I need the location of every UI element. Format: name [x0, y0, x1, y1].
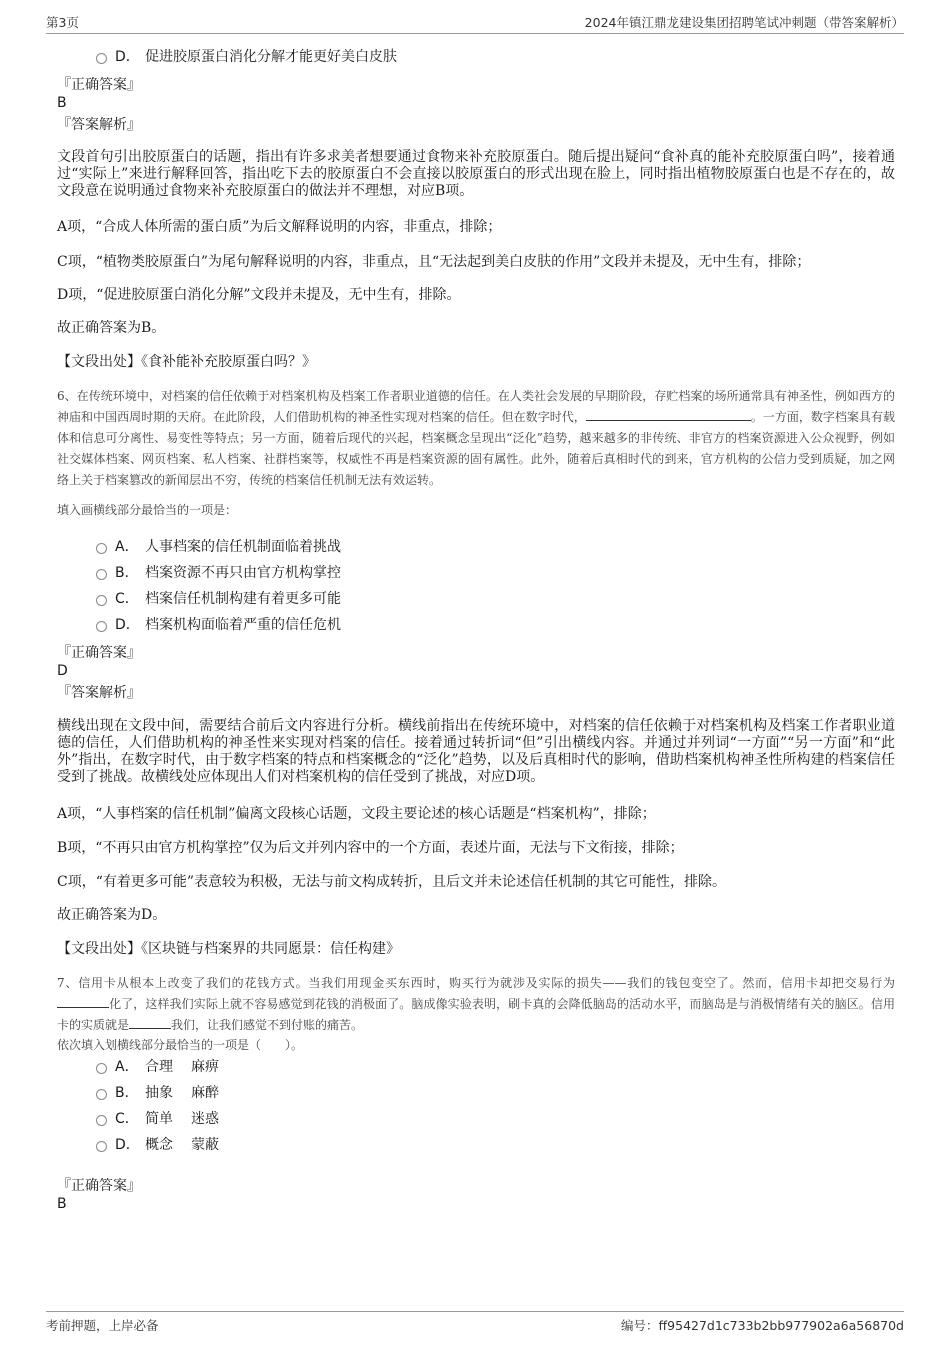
- option-text: 人事档案的信任机制面临着挑战: [145, 539, 341, 555]
- q7-option-b[interactable]: [96, 1083, 219, 1103]
- q6-prompt: 填入画横线部分最恰当的一项是：: [57, 503, 238, 517]
- option-text: 档案资源不再只由官方机构掌控: [145, 565, 341, 581]
- q6-option-c[interactable]: [96, 589, 341, 609]
- option-letter: B．: [115, 565, 139, 581]
- q6-stem-part2: 。一方面，数字档案具有载体和信息可分离性、易变性等特点；另一方面，随着后现代的兴起，档案概念呈现出“泛化”趋势，越来越多的非传统、非官方的档案资源进入公众视野，例如社交媒体档案、网页档案、私人档案、社群档案等，权威性不再是档案资源的固有属性。此外，随着后真相时代的到来，官方机构的公信力受到质疑，加之网络上关于档案篡改的新闻层出不穷，传统的档案信任机制无法有效运转。: [57, 410, 895, 487]
- q7-stem: [57, 973, 895, 1036]
- option-text: 促进胶原蛋白消化分解才能更好美白皮肤: [145, 49, 397, 65]
- option-word-2: 蒙蔽: [191, 1137, 219, 1153]
- q5-option-d[interactable]: [96, 47, 397, 67]
- option-letter: B．: [115, 1085, 139, 1101]
- q5-answer: B: [57, 95, 67, 111]
- radio-icon[interactable]: [96, 1115, 107, 1126]
- option-letter: A．: [115, 539, 139, 555]
- q6-stem: [57, 386, 895, 491]
- document-title: 2024年镇江鼎龙建设集团招聘笔试冲刺题（带答案解析）: [584, 15, 904, 30]
- q6-analysis-option-b: B项，“不再只由官方机构掌控”仅为后文并列内容中的一个方面，表述片面，无法与下文衔接，排除；: [57, 840, 684, 856]
- radio-icon[interactable]: [96, 569, 107, 580]
- radio-icon[interactable]: [96, 53, 107, 64]
- q7-option-c[interactable]: [96, 1109, 219, 1129]
- q6-blank: [586, 409, 751, 421]
- header-divider: [46, 33, 904, 34]
- option-word-1: 合理: [145, 1059, 173, 1075]
- option-text: 档案信任机制构建有着更多可能: [145, 591, 341, 607]
- option-letter: D．: [115, 617, 140, 633]
- q7-stem-part3: 我们，让我们感觉不到付账的痛苦。: [171, 1018, 364, 1032]
- q5-analysis-option-d: D项，“促进胶原蛋白消化分解”文段并未提及，无中生有，排除。: [57, 287, 461, 303]
- q6-analysis-paragraph: 横线出现在文段中间，需要结合前后文内容进行分析。横线前指出在传统环境中，对档案的信任依赖于对档案机构及档案工作者职业道德的信任，人们借助机构的神圣性来实现对档案的信任。接着通过转折词“但”引出横线内容。并通过并列词“一方面”“另一方面”和“此外”指出，在数字时代，由于数字档案的特点和档案概念的“泛化”趋势，以及后真相时代的影响，借助档案机构神圣性所构建的档案信任受到了挑战。故横线处应体现出人们对档案机构的信任受到了挑战，对应D项。: [57, 718, 895, 785]
- radio-icon[interactable]: [96, 1141, 107, 1152]
- footer-divider: [46, 1311, 904, 1312]
- q6-analysis-option-a: A项，“人事档案的信任机制”偏离文段核心话题，文段主要论述的核心话题是“档案机构”，排除；: [57, 806, 656, 822]
- q5-answer-label: 『正确答案』: [57, 77, 141, 93]
- q6-analysis-label: 『答案解析』: [57, 685, 141, 701]
- q7-option-d[interactable]: [96, 1135, 219, 1155]
- radio-icon[interactable]: [96, 621, 107, 632]
- q5-analysis-option-a: A项，“合成人体所需的蛋白质”为后文解释说明的内容，非重点，排除；: [57, 219, 502, 235]
- option-letter: D．: [115, 1137, 140, 1153]
- q6-option-a[interactable]: [96, 537, 341, 557]
- option-word-1: 抽象: [145, 1085, 173, 1101]
- option-letter: C．: [115, 1111, 139, 1127]
- page-footer: [46, 1316, 904, 1336]
- q7-blank-2: [129, 1017, 171, 1029]
- q5-analysis-paragraph: 文段首句引出胶原蛋白的话题，指出有许多求美者想要通过食物来补充胶原蛋白。随后提出疑问“食补真的能补充胶原蛋白吗”，接着通过“实际上”来进行解释回答，指出吃下去的胶原蛋白不会直接以胶原蛋白的形式出现在脸上，同时指出植物胶原蛋白也是不存在的，故文段意在说明通过食物来补充胶原蛋白的做法并不理想，对应B项。: [57, 149, 895, 199]
- q6-stem-part1: 6、在传统环境中，对档案的信任依赖于对档案机构及档案工作者职业道德的信任。在人类社会发展的早期阶段，存贮档案的场所通常具有神圣性，例如西方的神庙和中国西周时期的天府。在此阶段，人们借助机构的神圣性实现对档案的信任。但在数字时代，: [57, 389, 895, 424]
- q6-option-d[interactable]: [96, 615, 341, 635]
- radio-icon[interactable]: [96, 543, 107, 554]
- option-letter: D．: [115, 49, 140, 65]
- option-word-1: 简单: [145, 1111, 173, 1127]
- q5-analysis-option-c: C项，“植物类胶原蛋白”为尾句解释说明的内容，非重点，且“无法起到美白皮肤的作用”文段并未提及，无中生有，排除；: [57, 254, 811, 270]
- footer-slogan: 考前押题，上岸必备: [46, 1318, 159, 1333]
- q7-blank-1: [57, 996, 109, 1008]
- option-text: 档案机构面临着严重的信任危机: [145, 617, 341, 633]
- q5-conclusion: 故正确答案为B。: [57, 320, 166, 336]
- page-header: [46, 13, 904, 33]
- q7-stem-part2: 化了，这样我们实际上就不容易感觉到花钱的消极面了。脑成像实验表明，刷卡真的会降低脑岛的活动水平，而脑岛是与消极情绪有关的脑区。信用卡的实质就是: [57, 997, 895, 1032]
- radio-icon[interactable]: [96, 1089, 107, 1100]
- radio-icon[interactable]: [96, 595, 107, 606]
- q6-source: 【文段出处】《区块链与档案界的共同愿景：信任构建》: [57, 941, 400, 957]
- q5-analysis-label: 『答案解析』: [57, 117, 141, 133]
- option-word-2: 麻醉: [191, 1085, 219, 1101]
- q7-stem-part1: 7、信用卡从根本上改变了我们的花钱方式。当我们用现金买东西时，购买行为就涉及实际的损失——我们的钱包变空了。然而，信用卡却把交易行为: [57, 976, 895, 990]
- q6-option-b[interactable]: [96, 563, 341, 583]
- option-word-2: 迷惑: [191, 1111, 219, 1127]
- q7-answer-label: 『正确答案』: [57, 1178, 141, 1194]
- option-letter: C．: [115, 591, 139, 607]
- page-number: 第3页: [46, 15, 79, 30]
- q6-conclusion: 故正确答案为D。: [57, 907, 167, 923]
- q7-option-a[interactable]: [96, 1057, 219, 1077]
- q6-analysis-option-c: C项，“有着更多可能”表意较为积极，无法与前文构成转折，且后文并未论述信任机制的其它可能性，排除。: [57, 874, 727, 890]
- document-id: 编号：ff95427d1c733b2bb977902a6a56870d: [621, 1318, 904, 1333]
- q6-answer-label: 『正确答案』: [57, 645, 141, 661]
- radio-icon[interactable]: [96, 1063, 107, 1074]
- q5-source: 【文段出处】《食补能补充胶原蛋白吗？》: [57, 354, 316, 370]
- q7-answer: B: [57, 1196, 67, 1212]
- option-letter: A．: [115, 1059, 139, 1075]
- q6-answer: D: [57, 663, 68, 679]
- option-word-1: 概念: [145, 1137, 173, 1153]
- option-word-2: 麻痹: [191, 1059, 219, 1075]
- q7-prompt: 依次填入划横线部分最恰当的一项是（ ）。: [57, 1038, 304, 1052]
